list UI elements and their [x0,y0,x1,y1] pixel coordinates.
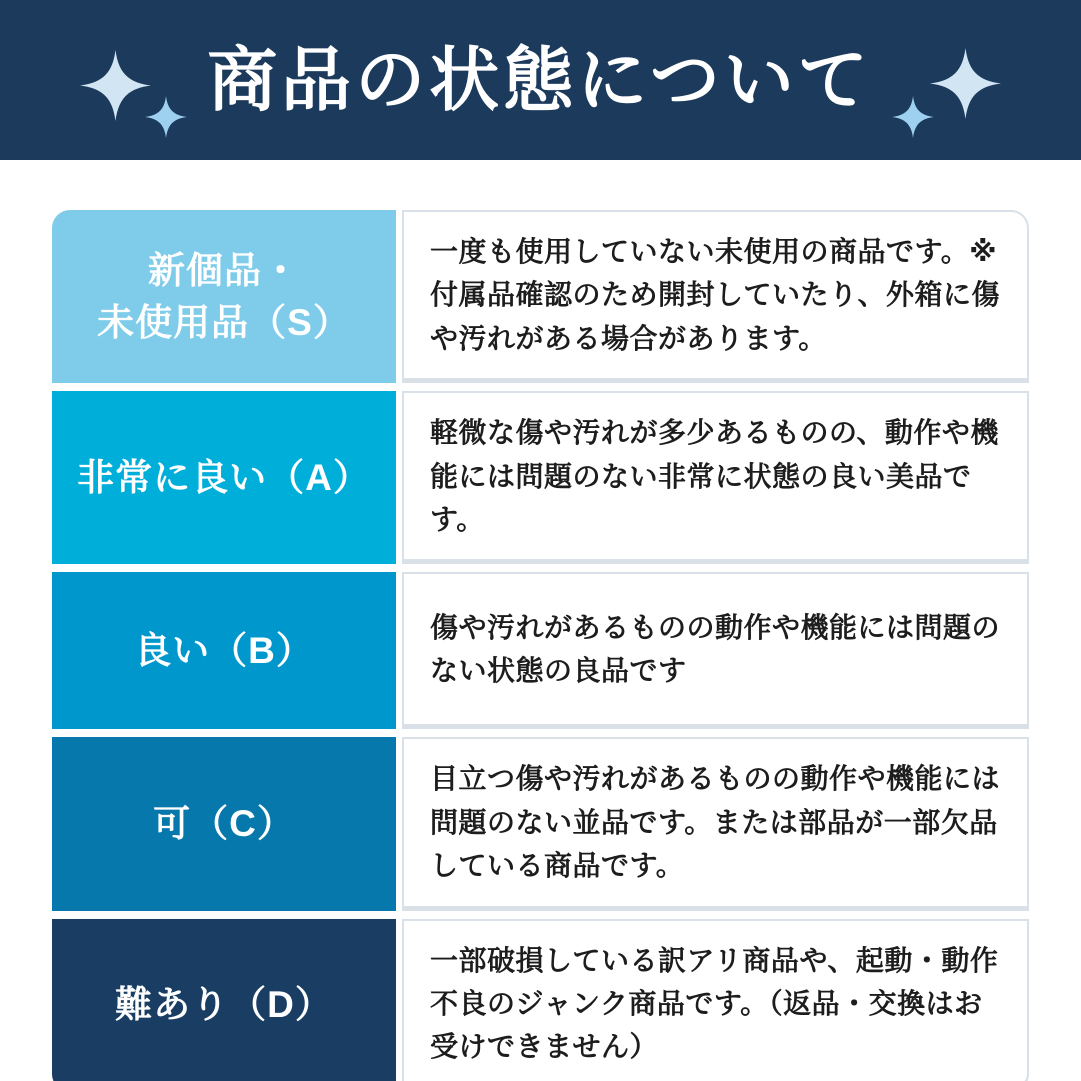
sparkle-icon [145,96,187,138]
grade-description: 目立つ傷や汚れがあるものの動作や機能には問題のない並品です。または部品が一部欠品している商品です。 [430,763,1001,882]
table-row-grade-b [52,572,1029,729]
condition-table [52,210,1029,1081]
grade-label: 難あり（D） [115,984,333,1026]
sparkle-icon [892,96,934,138]
table-row-grade-c [52,737,1029,910]
grade-description: 軽微な傷や汚れが多少あるものの、動作や機能には問題のない非常に状態の良い美品です。 [430,417,999,535]
grade-label-cell [52,391,396,564]
grade-label-cell [52,919,396,1081]
grade-description-cell [402,737,1029,910]
left-sparkles [80,22,187,138]
grade-label: 良い（B） [134,629,314,671]
grade-description-cell [402,919,1029,1081]
condition-table-container [52,210,1029,1081]
grade-description: 傷や汚れがあるものの動作や機能には問題のない状態の良品です [430,611,1001,687]
table-row-grade-d [52,919,1029,1081]
grade-label: 新個品・ [148,249,300,291]
grade-label: 未使用品（S） [97,301,351,343]
grade-label: 可（C） [153,803,295,845]
grade-label: 非常に良い（A） [77,456,371,498]
table-row-grade-a [52,391,1029,564]
sparkle-icon [930,48,1001,119]
page-title: 商品の状態について [207,41,872,119]
table-row-grade-s [52,210,1029,383]
grade-label-cell [52,572,396,729]
grade-description-cell [402,210,1029,383]
grade-description: 一度も使用していない未使用の商品です。※付属品確認のため開封していたり、外箱に傷や汚れがある場合があります。 [430,236,1001,354]
grade-description-cell [402,391,1029,564]
grade-label-cell [52,210,396,383]
sparkle-icon [80,50,151,121]
header-banner [0,0,1081,160]
grade-description-cell [402,572,1029,729]
right-sparkles [892,22,1001,138]
grade-description: 一部破損している訳アリ商品や、起動・動作不良のジャンク商品です。（返品・交換はお受けできません） [430,944,999,1063]
grade-label-cell [52,737,396,910]
